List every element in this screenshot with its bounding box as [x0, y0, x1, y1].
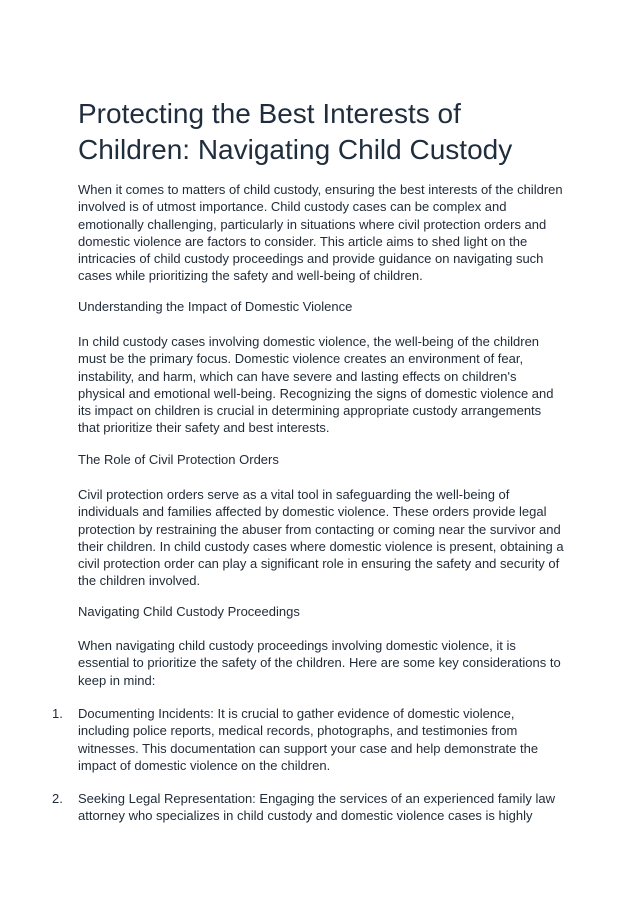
page-title: Protecting the Best Interests of Children: Navigating Child Custody — [78, 98, 513, 165]
section-heading-custody-proceedings: Navigating Child Custody Proceedings — [78, 604, 300, 619]
list-item-text: Seeking Legal Representation: Engaging the services of an experienced family law attorney who specializes in child custody and domestic violence cases is highly — [78, 791, 555, 824]
section-body-civil-protection-orders: Civil protection orders serve as a vital tool in safeguarding the well-being of individuals and families affected by domestic violence. These orders provide legal protection by restraining the abuser from contacting or coming near the survivor and their children. In child custody cases where domestic violence is present, obtaining a civil protection order can play a significant role in ensuring the safety and security of the children involved. — [78, 487, 564, 589]
list-item — [52, 705, 566, 774]
list-item-number: 1. — [52, 706, 63, 721]
list-item — [52, 790, 566, 825]
section-body-custody-proceedings: When navigating child custody proceedings involving domestic violence, it is essential to prioritize the safety of the children. Here are some key considerations to keep in mind: — [78, 638, 561, 688]
list-item-text: Documenting Incidents: It is crucial to gather evidence of domestic violence, including police reports, medical records, photographs, and testimonies from witnesses. This documentation can support your case and help demonstrate the impact of domestic violence on the children. — [78, 706, 539, 773]
section-heading-domestic-violence-impact: Understanding the Impact of Domestic Violence — [78, 299, 353, 314]
list-item-number: 2. — [52, 791, 63, 806]
intro-paragraph: When it comes to matters of child custody, ensuring the best interests of the children involved is of utmost importance. Child custody cases can be complex and emotionally challenging, particularly in situations where civil protection orders and domestic violence are factors to consider. This article aims to shed light on the intricacies of child custody proceedings and provide guidance on navigating such cases while prioritizing the safety and well-being of children. — [78, 182, 563, 284]
section-heading-civil-protection-orders: The Role of Civil Protection Orders — [78, 452, 279, 467]
section-body-domestic-violence-impact: In child custody cases involving domestic violence, the well-being of the children must be the primary focus. Domestic violence creates an environment of fear, instability, and harm, which can have severe and lasting effects on children's physical and emotional well-being. Recognizing the signs of domestic violence and its impact on children is crucial in determining appropriate custody arrangements that prioritize their safety and best interests. — [78, 334, 554, 436]
